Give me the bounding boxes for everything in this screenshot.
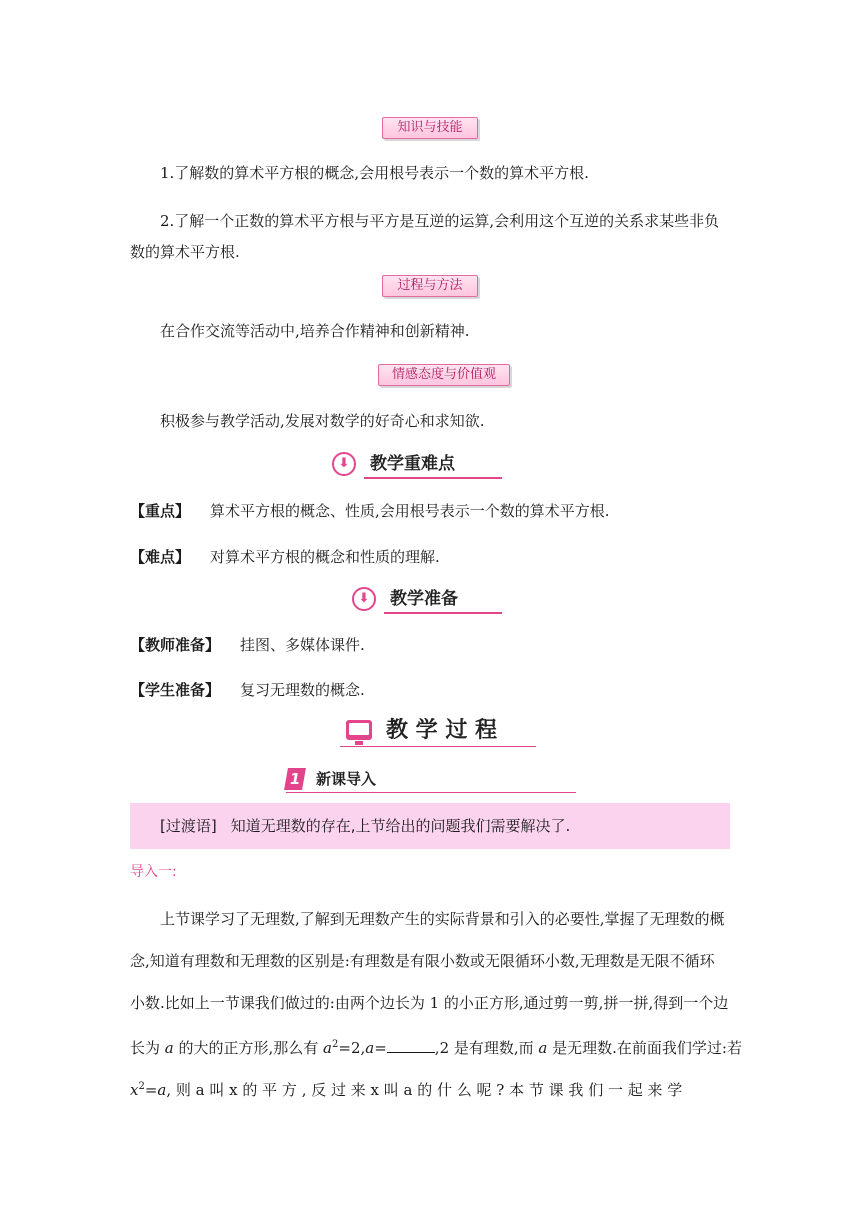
teacher-prep-label: 【教师准备】 [130, 636, 221, 654]
key-points-underline [364, 477, 502, 479]
difficult-point-row [130, 546, 440, 568]
step-number-badge: 1 [284, 768, 306, 790]
key-point-text: 算术平方根的概念、性质,会用根号表示一个数的算术平方根. [210, 502, 610, 520]
knowledge-item-2: 2.了解一个正数的算术平方根与平方是互逆的运算,会利用这个互逆的关系求某些非负 [160, 212, 720, 230]
intro-line-4-exp: 2 [332, 1039, 339, 1050]
key-points-title: 教学重难点 [370, 454, 455, 474]
knowledge-item-1: 1.了解数的算术平方根的概念,会用根号表示一个数的算术平方根. [160, 164, 589, 182]
intro-line-4-d: = [374, 1039, 387, 1057]
intro-line-4-var3: a [365, 1039, 375, 1057]
knowledge-item-2-cont: 数的算术平方根. [130, 243, 240, 261]
teacher-prep-text: 挂图、多媒体课件. [240, 636, 365, 654]
difficult-point-label: 【难点】 [130, 548, 191, 566]
intro-line-4-e: ,2 是有理数,而 [434, 1039, 539, 1057]
download-arrow-icon: ⬇ [332, 452, 356, 476]
monitor-icon [346, 720, 372, 740]
transition-text: 知道无理数的存在,上节给出的问题我们需要解决了. [230, 817, 571, 835]
intro-line-5-var1: x [130, 1081, 139, 1099]
intro-line-4 [130, 1034, 742, 1059]
download-arrow-icon: ⬇ [352, 587, 376, 611]
intro-line-3: 小数.比如上一节课我们做过的:由两个边长为 1 的小正方形,通过剪一剪,拼一拼,得到一个边 [130, 994, 729, 1012]
key-point-label: 【重点】 [130, 502, 191, 520]
intro-line-4-var2: a [323, 1039, 332, 1057]
new-lesson-title: 新课导入 [316, 770, 377, 788]
teaching-process-underline [340, 746, 536, 747]
preparation-heading [352, 587, 502, 613]
intro-line-4-var1: a [164, 1039, 174, 1057]
intro-line-5-eq: = [144, 1081, 158, 1099]
process-text: 在合作交流等活动中,培养合作精神和创新精神. [160, 322, 470, 340]
knowledge-tag: 知识与技能 [382, 117, 478, 139]
intro-line-5-exp: 2 [138, 1081, 145, 1092]
intro-line-5 [130, 1076, 682, 1101]
new-lesson-underline [286, 792, 576, 793]
answer-blank [387, 1038, 435, 1053]
student-prep-text: 复习无理数的概念. [240, 681, 365, 699]
process-tag: 过程与方法 [382, 275, 478, 297]
transition-row [160, 815, 570, 837]
student-prep-row [130, 679, 365, 701]
teaching-process-title: 教 学 过 程 [386, 717, 497, 743]
intro-line-5-var2: a [157, 1081, 167, 1099]
transition-label: [过渡语] [160, 817, 217, 835]
intro-line-5-rest: , 则 a 叫 x 的 平 方 , 反 过 来 x 叫 a 的 什 么 呢 ? 本 节 课 我 们 一 起 来 学 [166, 1081, 683, 1099]
new-lesson-heading [286, 768, 576, 794]
difficult-point-text: 对算术平方根的概念和性质的理解. [210, 548, 440, 566]
attitude-text: 积极参与教学活动,发展对数学的好奇心和求知欲. [160, 412, 485, 430]
intro-line-4-c: =2, [338, 1039, 366, 1057]
intro-line-4-b: 的大的正方形,那么有 [173, 1039, 324, 1057]
intro-line-1: 上节课学习了无理数,了解到无理数产生的实际背景和引入的必要性,掌握了无理数的概 [160, 910, 725, 928]
intro-line-2: 念,知道有理数和无理数的区别是:有理数是有限小数或无限循环小数,无理数是无限不循环 [130, 952, 715, 970]
key-point-row [130, 500, 610, 522]
intro-heading: 导入一: [130, 864, 177, 880]
attitude-tag: 情感态度与价值观 [378, 364, 510, 386]
teaching-process-heading [340, 716, 536, 748]
intro-line-4-f: 是无理数.在前面我们学过:若 [547, 1039, 742, 1057]
teacher-prep-row [130, 634, 365, 656]
student-prep-label: 【学生准备】 [130, 681, 221, 699]
intro-line-4-var4: a [538, 1039, 548, 1057]
preparation-underline [384, 612, 502, 614]
key-points-heading [332, 452, 502, 478]
intro-line-4-a: 长为 [130, 1039, 165, 1057]
transition-box [130, 803, 730, 849]
preparation-title: 教学准备 [390, 589, 458, 609]
